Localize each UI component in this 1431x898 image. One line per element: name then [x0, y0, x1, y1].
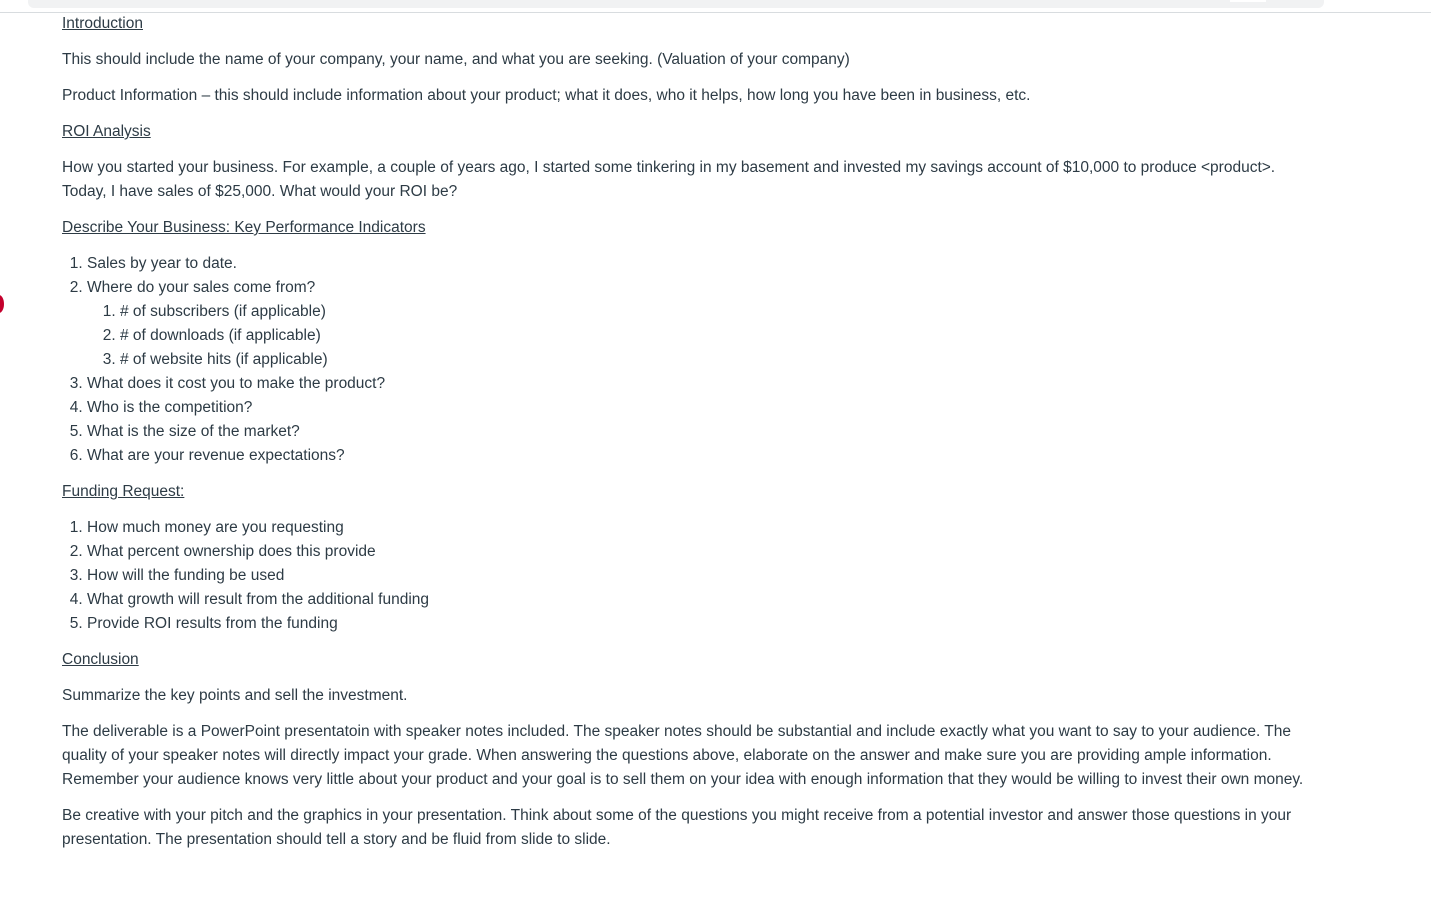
- introduction-paragraph: This should include the name of your company, your name, and what you are seeking. (Valuation of your company): [62, 51, 850, 68]
- funding-item: 2. What percent ownership does this provide: [87, 540, 1332, 564]
- conclusion-paragraph: Summarize the key points and sell the investment.: [62, 687, 408, 704]
- funding-heading-line: [62, 480, 1332, 504]
- kpi-list: [62, 252, 1332, 468]
- kpi-subitem: 3. # of website hits (if applicable): [120, 348, 1332, 372]
- kpi-heading-line: [62, 216, 1332, 240]
- conclusion-heading-line: [62, 648, 1332, 672]
- kpi-heading: Describe Your Business: Key Performance Indicators: [62, 219, 426, 236]
- roi-line-1: How you started your business. For example, a couple of years ago, I started some tinkering in my basement and invested my savings account of $10,000 to produce <product>.: [62, 159, 1276, 176]
- kpi-subitem: 2. # of downloads (if applicable): [120, 324, 1332, 348]
- kpi-item: [87, 276, 1332, 372]
- funding-item: 4. What growth will result from the additional funding: [87, 588, 1332, 612]
- funding-item: 3. How will the funding be used: [87, 564, 1332, 588]
- kpi-item: 4. Who is the competition?: [87, 396, 1332, 420]
- kpi-item-text: Where do your sales come from?: [87, 279, 316, 296]
- roi-line-2: Today, I have sales of $25,000. What would your ROI be?: [62, 183, 458, 200]
- kpi-item: 1. Sales by year to date.: [87, 252, 1332, 276]
- deliverable-paragraph: The deliverable is a PowerPoint presentatoin with speaker notes included. The speaker notes should be substantial and include exactly what you want to say to your audience. The quality of your speaker notes will directly impact your grade. When answering the questions above, elaborate on the answer and make sure you are providing ample information. Remember your audience knows very little about your product and your goal is to sell them on your idea with enough information that they would be willing to invest their own money.: [62, 723, 1304, 788]
- kpi-item: 3. What does it cost you to make the product?: [87, 372, 1332, 396]
- kpi-item: 5. What is the size of the market?: [87, 420, 1332, 444]
- kpi-sublist: [87, 300, 1332, 372]
- conclusion-heading: Conclusion: [62, 651, 139, 668]
- funding-heading: Funding Request:: [62, 483, 185, 500]
- funding-item: 1. How much money are you requesting: [87, 516, 1332, 540]
- product-info-paragraph: Product Information – this should include information about your product; what it does, who it helps, how long you have been in business, etc.: [62, 87, 1031, 104]
- kpi-item: 6. What are your revenue expectations?: [87, 444, 1332, 468]
- funding-item: 5. Provide ROI results from the funding: [87, 612, 1332, 636]
- roi-heading: ROI Analysis: [62, 123, 151, 140]
- assignment-content: [62, 12, 1332, 864]
- introduction-heading: Introduction: [62, 15, 143, 32]
- roi-heading-line: [62, 120, 1332, 144]
- creative-paragraph: Be creative with your pitch and the graphics in your presentation. Think about some of the questions you might receive from a potential investor and answer those questions in your presentation. The presentation should tell a story and be fluid from slide to slide.: [62, 807, 1292, 848]
- top-toolbar-strip: [28, 0, 1324, 8]
- kpi-subitem: 1. # of subscribers (if applicable): [120, 300, 1332, 324]
- roi-paragraph: [62, 156, 1332, 204]
- toolbar-notch: [1230, 0, 1266, 2]
- introduction-heading-line: [62, 12, 1332, 36]
- edge-indicator: [0, 295, 4, 313]
- funding-list: [62, 516, 1332, 636]
